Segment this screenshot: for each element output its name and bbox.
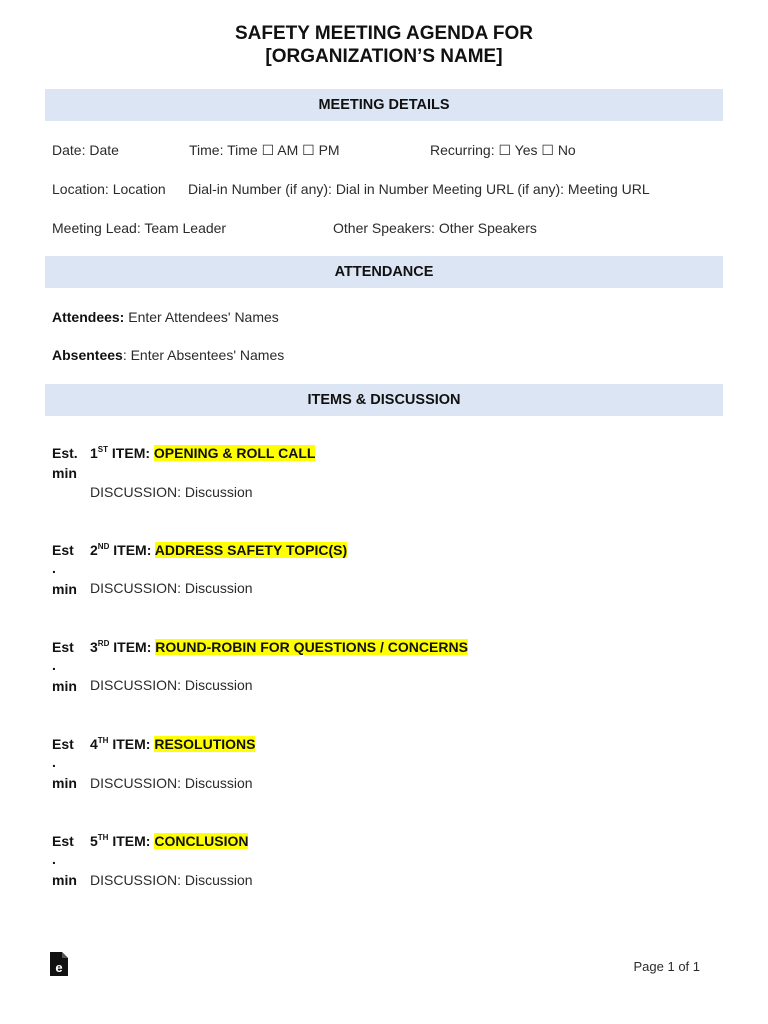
location-field: Location: Location xyxy=(52,181,166,197)
est-dot: . xyxy=(52,754,56,770)
item-topic-highlight: OPENING & ROLL CALL xyxy=(153,445,316,461)
est-label: Est xyxy=(52,542,74,558)
title-line-2: [ORGANIZATION’S NAME] xyxy=(265,46,503,67)
est-min-label: min xyxy=(52,872,77,888)
time-field: Time: Time ☐ AM ☐ PM xyxy=(189,142,340,158)
document-e-icon xyxy=(50,952,68,976)
title-line-1: SAFETY MEETING AGENDA FOR xyxy=(234,23,534,44)
est-dot: . xyxy=(52,851,56,867)
date-field: Date: Date xyxy=(52,142,119,158)
item-title: 1ST ITEM: OPENING & ROLL CALL xyxy=(90,445,316,461)
item-title: 3RD ITEM: ROUND-ROBIN FOR QUESTIONS / CONCERNS xyxy=(90,639,468,655)
items-discussion-header: ITEMS & DISCUSSION xyxy=(45,384,723,416)
item-discussion: DISCUSSION: Discussion xyxy=(90,872,253,888)
est-min-label: min xyxy=(52,775,77,791)
dialin-field: Dial-in Number (if any): Dial in Number Meeting URL (if any): Meeting URL xyxy=(188,181,650,197)
attendees-label: Attendees: xyxy=(52,309,125,325)
attendees-value: Enter Attendees' Names xyxy=(124,309,279,325)
est-label: Est xyxy=(52,833,74,849)
item-topic-highlight: ADDRESS SAFETY TOPIC(S) xyxy=(154,542,348,558)
attendance-header: ATTENDANCE xyxy=(45,256,723,288)
est-dot: . xyxy=(52,560,56,576)
page-title xyxy=(0,22,768,68)
other-speakers-field: Other Speakers: Other Speakers xyxy=(333,220,537,236)
item-topic-highlight: CONCLUSION xyxy=(154,833,249,849)
est-min-label: min xyxy=(52,465,77,481)
est-label: Est xyxy=(52,736,74,752)
attendees-row xyxy=(52,309,279,326)
svg-text:e: e xyxy=(55,960,63,975)
meeting-details-header: MEETING DETAILS xyxy=(45,89,723,121)
item-discussion: DISCUSSION: Discussion xyxy=(90,677,253,693)
page-number: Page 1 of 1 xyxy=(633,959,700,974)
absentees-value: : Enter Absentees' Names xyxy=(122,347,285,363)
item-discussion: DISCUSSION: Discussion xyxy=(90,484,253,500)
item-title: 5TH ITEM: CONCLUSION xyxy=(90,833,249,849)
absentees-label: Absentees xyxy=(52,347,123,363)
est-label: Est. xyxy=(52,445,78,461)
item-topic-highlight: ROUND-ROBIN FOR QUESTIONS / CONCERNS xyxy=(155,639,468,655)
item-discussion: DISCUSSION: Discussion xyxy=(90,580,253,596)
est-min-label: min xyxy=(52,581,77,597)
item-title: 2ND ITEM: ADDRESS SAFETY TOPIC(S) xyxy=(90,542,348,558)
item-title: 4TH ITEM: RESOLUTIONS xyxy=(90,736,256,752)
item-discussion: DISCUSSION: Discussion xyxy=(90,775,253,791)
recurring-field: Recurring: ☐ Yes ☐ No xyxy=(430,142,576,158)
est-label: Est xyxy=(52,639,74,655)
absentees-row xyxy=(52,347,284,364)
est-dot: . xyxy=(52,657,56,673)
meeting-lead-field: Meeting Lead: Team Leader xyxy=(52,220,227,236)
item-topic-highlight: RESOLUTIONS xyxy=(154,736,256,752)
est-min-label: min xyxy=(52,678,77,694)
